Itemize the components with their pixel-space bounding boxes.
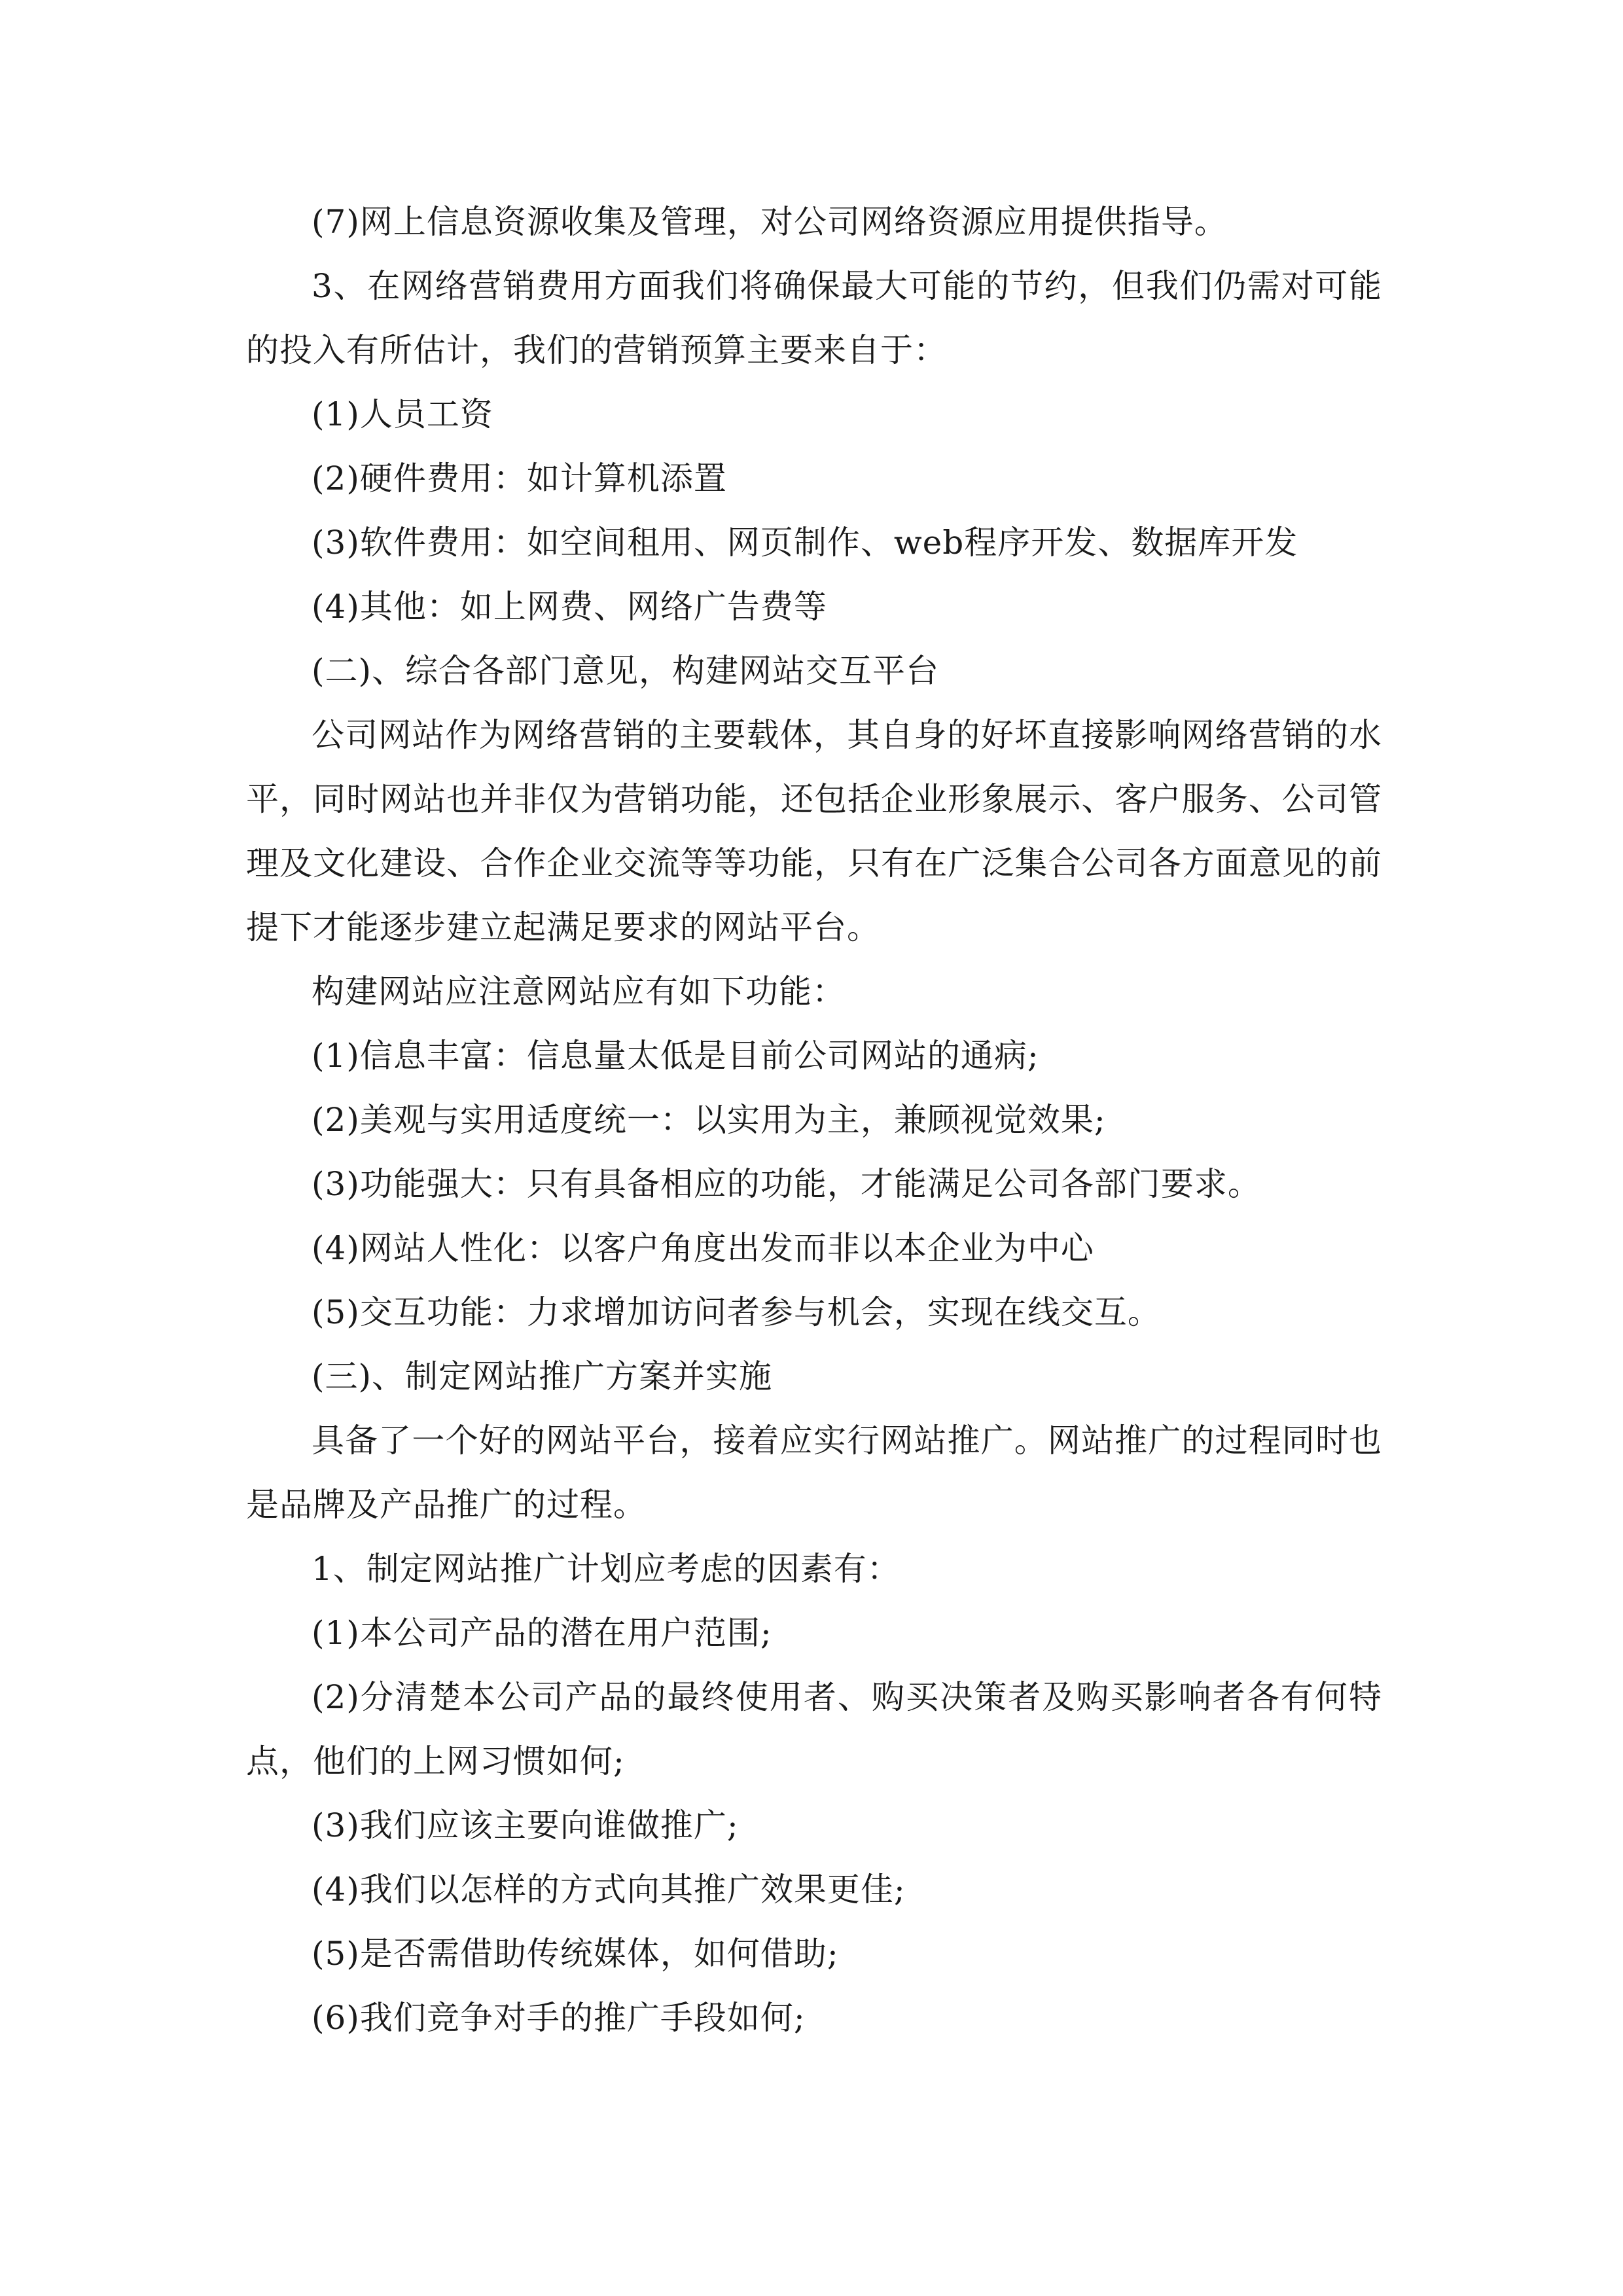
paragraph-factor-1: (1)本公司产品的潜在用户范围;: [312, 1614, 772, 1652]
paragraph-function-3: (3)功能强大：只有具备相应的功能，才能满足公司各部门要求。: [312, 1165, 1261, 1203]
paragraph-website-role: 公司网站作为网络营销的主要载体，其自身的好坏直接影响网络营销的水平，同时网站也并非仅为营销功能，还包括企业形象展示、客户服务、公司管理及文化建设、合作企业交流等等功能，只有在广泛集合公司各方面意见的前提下才能逐步建立起满足要求的网站平台。: [246, 716, 1382, 946]
paragraph-function-1: (1)信息丰富：信息量太低是目前公司网站的通病;: [312, 1037, 1039, 1075]
paragraph-promotion-intro: 具备了一个好的网站平台，接着应实行网站推广。网站推广的过程同时也是品牌及产品推广的过程。: [246, 1422, 1382, 1524]
paragraph-function-4: (4)网站人性化：以客户角度出发而非以本企业为中心: [312, 1229, 1094, 1267]
document-body: [246, 190, 1382, 2050]
paragraph-budget-4: (4)其他：如上网费、网络广告费等: [312, 588, 827, 626]
paragraph-budget-3: (3)软件费用：如空间租用、网页制作、web程序开发、数据库开发: [312, 524, 1298, 562]
paragraph-factor-4: (4)我们以怎样的方式向其推广效果更佳;: [312, 1871, 906, 1909]
paragraph-factors-intro: 1、制定网站推广计划应考虑的因素有：: [312, 1550, 901, 1588]
paragraph-functions-intro: 构建网站应注意网站应有如下功能：: [312, 973, 846, 1011]
section-heading-3: (三)、制定网站推广方案并实施: [312, 1357, 773, 1395]
paragraph-factor-3: (3)我们应该主要向谁做推广;: [312, 1806, 739, 1844]
paragraph-budget-2: (2)硬件费用：如计算机添置: [312, 459, 727, 497]
paragraph-budget-1: (1)人员工资: [312, 395, 493, 433]
paragraph-item-7: (7)网上信息资源收集及管理，对公司网络资源应用提供指导。: [312, 203, 1228, 241]
paragraph-factor-5: (5)是否需借助传统媒体，如何借助;: [312, 1935, 839, 1973]
paragraph-budget-intro: 3、在网络营销费用方面我们将确保最大可能的节约，但我们仍需对可能的投入有所估计，我们的营销预算主要来自于：: [246, 267, 1382, 369]
paragraph-function-5: (5)交互功能：力求增加访问者参与机会，实现在线交互。: [312, 1293, 1161, 1331]
paragraph-factor-6: (6)我们竞争对手的推广手段如何;: [312, 1999, 806, 2037]
paragraph-factor-2: (2)分清楚本公司产品的最终使用者、购买决策者及购买影响者各有何特点，他们的上网习惯如何;: [246, 1678, 1382, 1780]
paragraph-function-2: (2)美观与实用适度统一：以实用为主，兼顾视觉效果;: [312, 1101, 1106, 1139]
section-heading-2: (二)、综合各部门意见，构建网站交互平台: [312, 652, 940, 690]
